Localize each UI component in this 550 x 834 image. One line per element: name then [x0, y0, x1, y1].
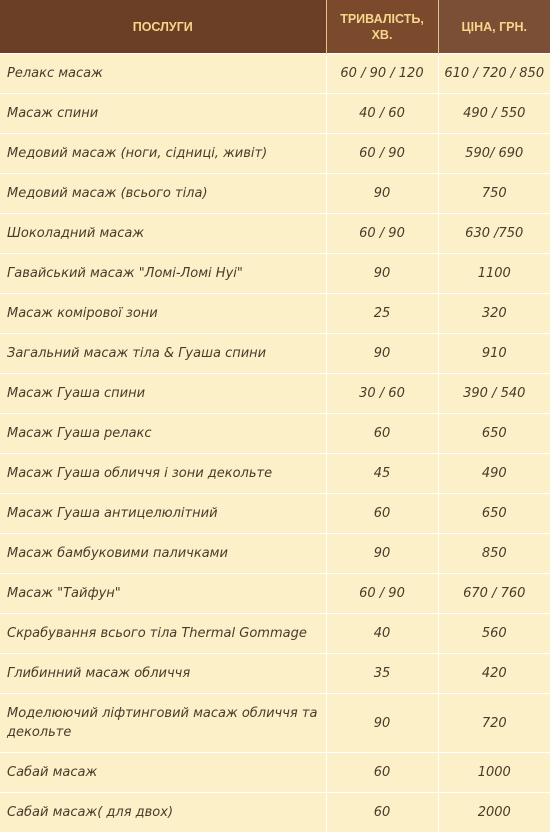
service-cell: Сабай масаж( для двох) — [0, 793, 326, 833]
header-duration — [326, 0, 438, 54]
header-price-label: ЦІНА, ГРН. — [461, 19, 528, 34]
price-cell: 1000 — [438, 753, 550, 793]
duration-cell: 90 — [326, 334, 438, 374]
table-row — [0, 94, 550, 134]
price-cell: 650 — [438, 494, 550, 534]
service-cell: Шоколадний масаж — [0, 214, 326, 254]
duration-cell: 25 — [326, 294, 438, 334]
duration-cell: 60 — [326, 494, 438, 534]
price-cell: 850 — [438, 534, 550, 574]
duration-cell: 60 / 90 / 120 — [326, 54, 438, 94]
duration-cell: 35 — [326, 654, 438, 694]
header-duration-label: ТРИВАЛІСТЬ, ХВ. — [340, 11, 424, 42]
duration-cell: 90 — [326, 254, 438, 294]
service-cell: Скрабування всього тіла Thermal Gommage — [0, 614, 326, 654]
service-cell: Моделюючий ліфтинговий масаж обличчя та декольте — [0, 694, 326, 753]
duration-cell: 90 — [326, 534, 438, 574]
service-cell: Гавайський масаж "Ломі-Ломі Нуі" — [0, 254, 326, 294]
table-row — [0, 134, 550, 174]
price-cell: 490 — [438, 454, 550, 494]
duration-cell: 40 — [326, 614, 438, 654]
table-row — [0, 374, 550, 414]
price-cell: 390 / 540 — [438, 374, 550, 414]
price-cell: 720 — [438, 694, 550, 753]
service-cell: Загальний масаж тіла & Гуаша спини — [0, 334, 326, 374]
table-row — [0, 494, 550, 534]
table-row — [0, 414, 550, 454]
table-row — [0, 574, 550, 614]
price-cell: 650 — [438, 414, 550, 454]
header-service-label: ПОСЛУГИ — [132, 19, 193, 34]
duration-cell: 60 — [326, 753, 438, 793]
duration-cell: 60 / 90 — [326, 574, 438, 614]
table-row — [0, 214, 550, 254]
service-cell: Масаж Гуаша спини — [0, 374, 326, 414]
price-cell: 320 — [438, 294, 550, 334]
table-header — [0, 0, 550, 54]
table-row — [0, 614, 550, 654]
service-cell: Релакс масаж — [0, 54, 326, 94]
price-cell: 1100 — [438, 254, 550, 294]
service-cell: Масаж Гуаша обличчя і зони декольте — [0, 454, 326, 494]
table-row — [0, 334, 550, 374]
service-cell: Масаж Гуаша антицелюлітний — [0, 494, 326, 534]
duration-cell: 45 — [326, 454, 438, 494]
price-cell: 560 — [438, 614, 550, 654]
table-row — [0, 654, 550, 694]
table-row — [0, 793, 550, 833]
duration-cell: 60 — [326, 793, 438, 833]
service-cell: Глибинний масаж обличчя — [0, 654, 326, 694]
price-cell: 610 / 720 / 850 — [438, 54, 550, 94]
table-row — [0, 753, 550, 793]
service-cell: Сабай масаж — [0, 753, 326, 793]
table-row — [0, 534, 550, 574]
duration-cell: 40 / 60 — [326, 94, 438, 134]
price-cell: 2000 — [438, 793, 550, 833]
service-cell: Медовий масаж (всього тіла) — [0, 174, 326, 214]
service-cell: Медовий масаж (ноги, сідниці, живіт) — [0, 134, 326, 174]
service-cell: Масаж бамбуковими паличками — [0, 534, 326, 574]
service-cell: Масаж Гуаша релакс — [0, 414, 326, 454]
duration-cell: 60 / 90 — [326, 134, 438, 174]
table-body — [0, 54, 550, 833]
price-cell: 910 — [438, 334, 550, 374]
duration-cell: 90 — [326, 694, 438, 753]
price-cell: 420 — [438, 654, 550, 694]
price-cell: 590/ 690 — [438, 134, 550, 174]
table-row — [0, 54, 550, 94]
table-row — [0, 454, 550, 494]
service-cell: Масаж комірової зони — [0, 294, 326, 334]
table-row — [0, 294, 550, 334]
service-cell: Масаж "Тайфун" — [0, 574, 326, 614]
price-cell: 490 / 550 — [438, 94, 550, 134]
duration-cell: 30 / 60 — [326, 374, 438, 414]
table-row — [0, 254, 550, 294]
service-cell: Масаж спини — [0, 94, 326, 134]
duration-cell: 60 — [326, 414, 438, 454]
table-row — [0, 174, 550, 214]
price-cell: 670 / 760 — [438, 574, 550, 614]
header-row — [0, 0, 550, 54]
duration-cell: 90 — [326, 174, 438, 214]
price-cell: 750 — [438, 174, 550, 214]
header-price — [438, 0, 550, 54]
table-row — [0, 694, 550, 753]
header-service — [0, 0, 326, 54]
duration-cell: 60 / 90 — [326, 214, 438, 254]
price-cell: 630 /750 — [438, 214, 550, 254]
